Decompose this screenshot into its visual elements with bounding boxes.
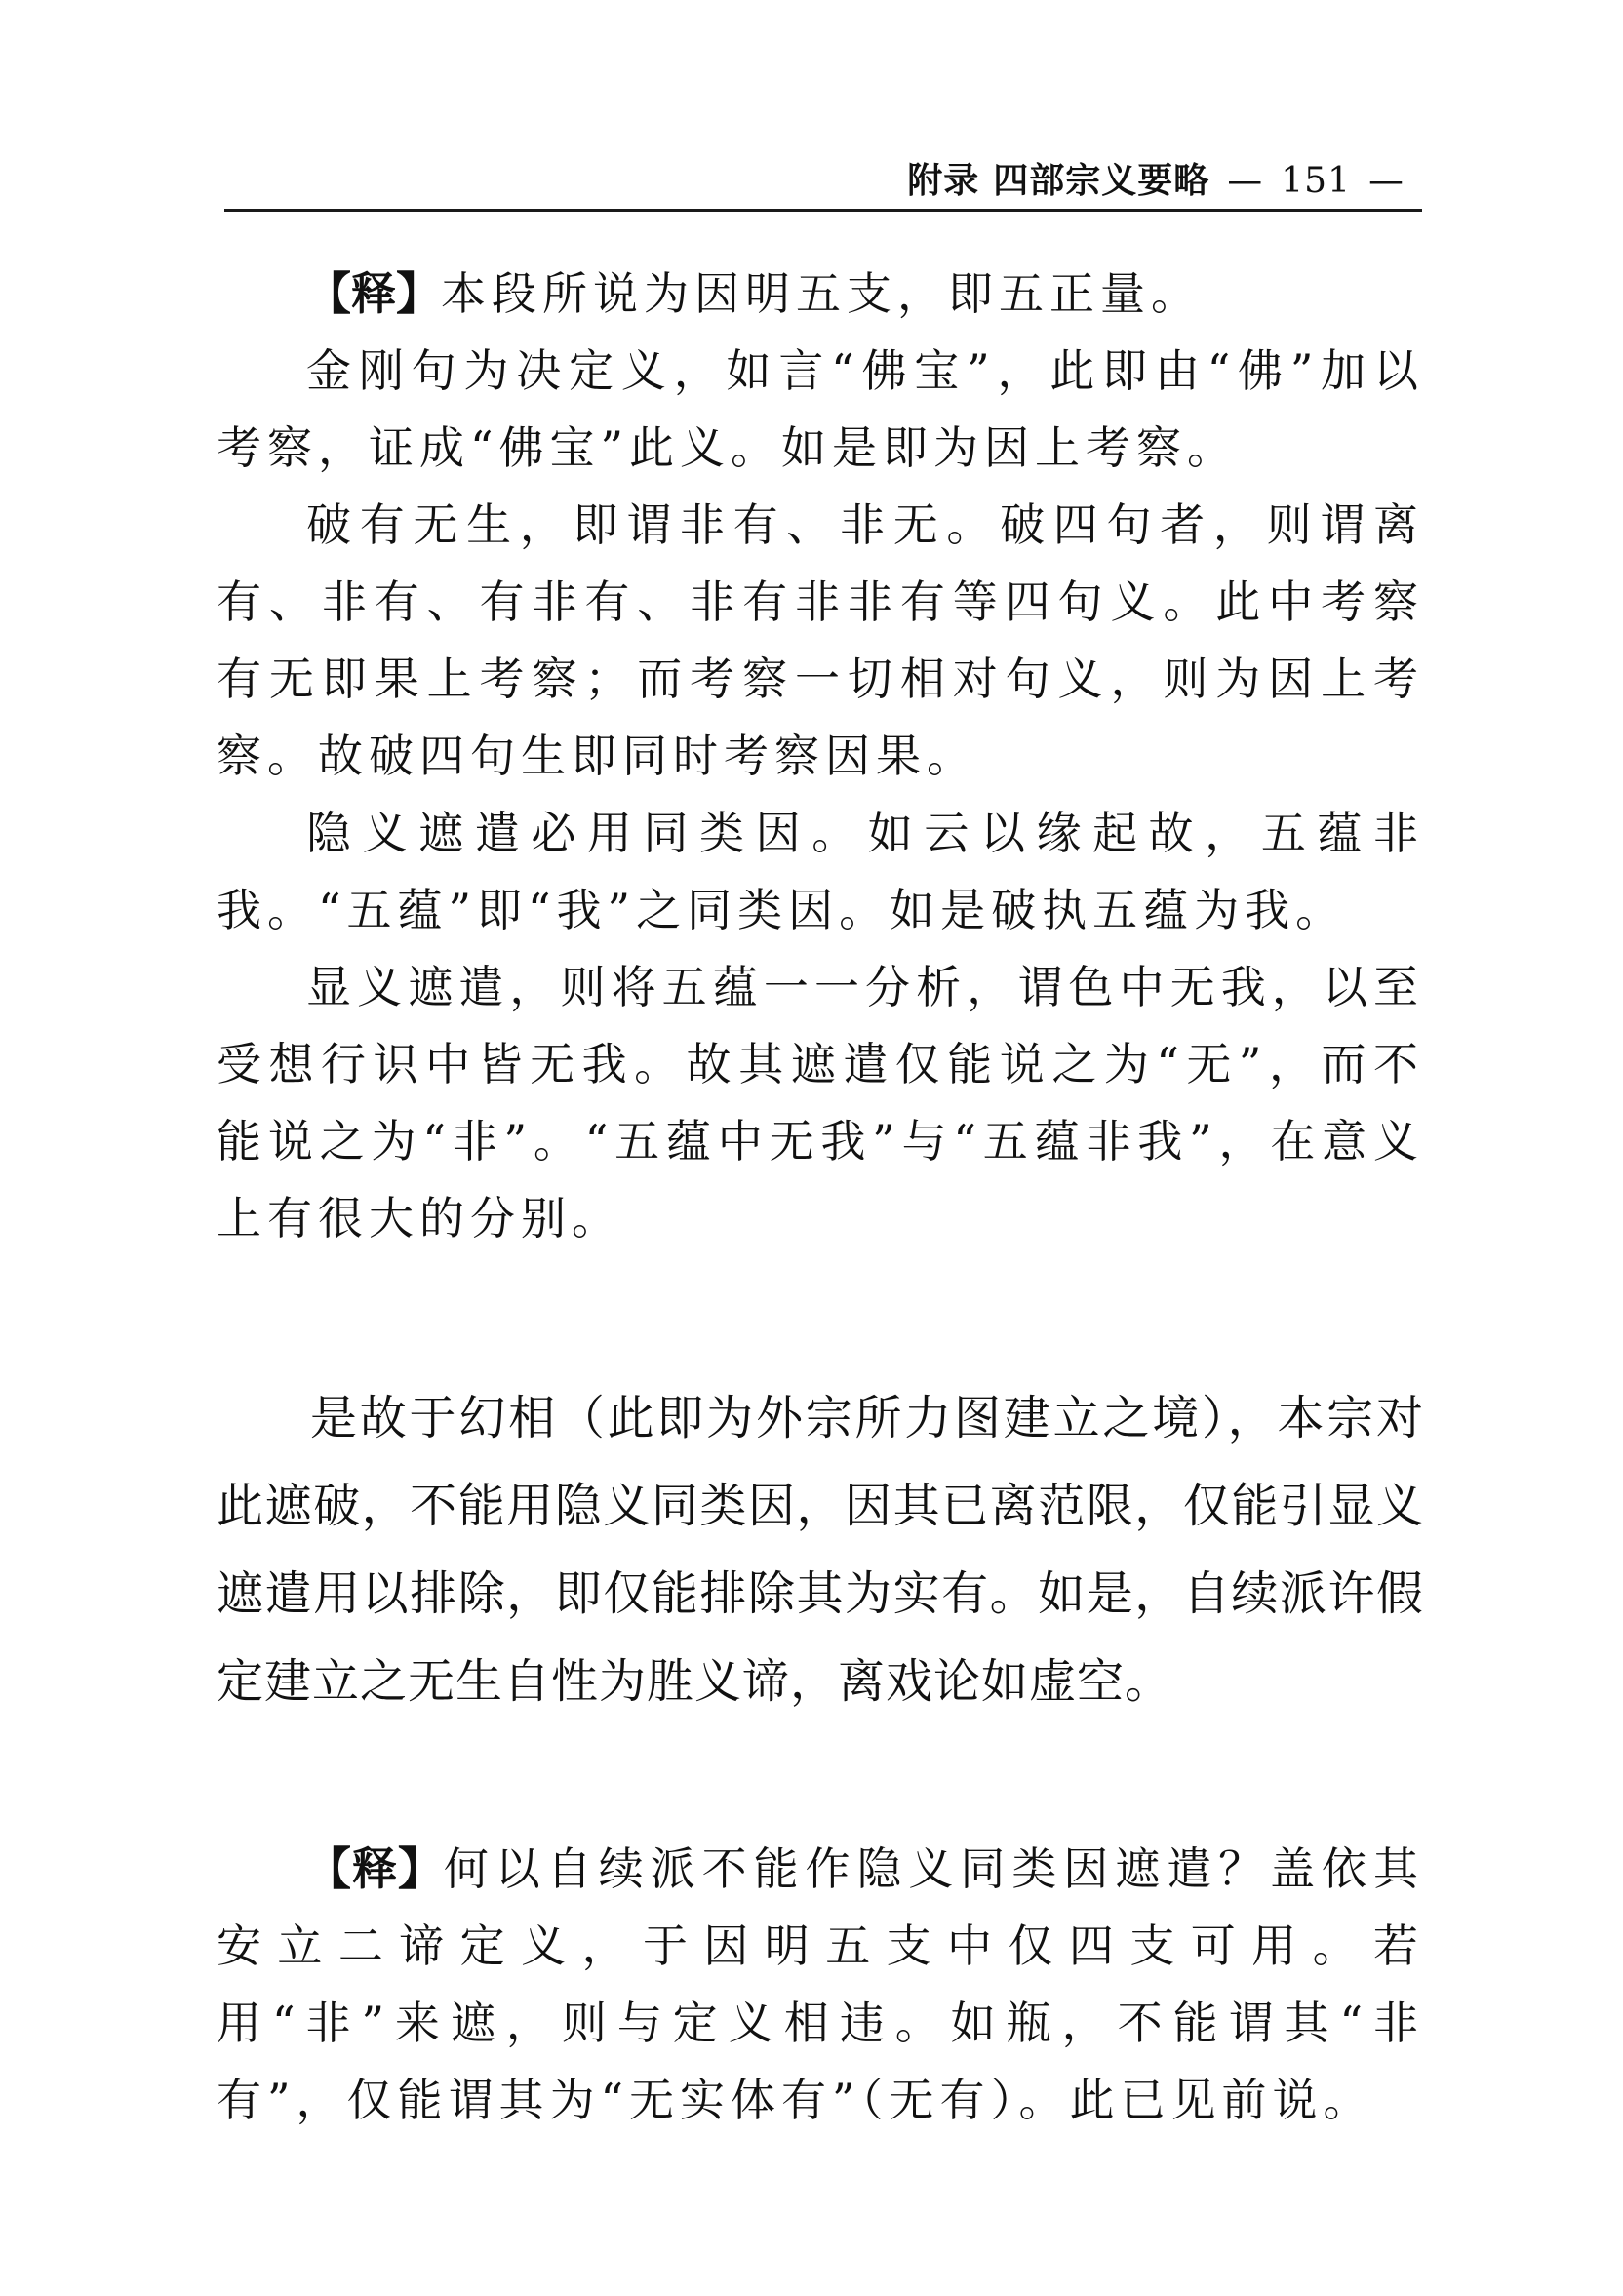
- commentary-1-paragraph: 金刚句为决定义，如言“佛宝”，此即由“佛”加以考察，证成“佛宝”此义。如是即为因上考察。: [217, 344, 1424, 474]
- commentary-1-paragraph: 破有无生，即谓非有、非无。破四句者，则谓离有、非有、有非有、非有非非有等四句义。此中考察有无即果上考察；而考察一切相对句义，则为因上考察。故破四句生即同时考察因果。: [217, 498, 1424, 782]
- commentary-2-paragraph: [217, 1831, 1424, 2139]
- commentary-label: 【释】: [306, 267, 441, 320]
- commentary-1-paragraph: 隐义遮遣必用同类因。如云以缘起故，五蕴非我。“五蕴”即“我”之同类因。如是破执五蕴为我。: [217, 807, 1424, 936]
- commentary-1-paragraph: 显义遮遣，则将五蕴一一分析，谓色中无我，以至受想行识中皆无我。故其遮遣仅能说之为“无”，而不能说之为“非”。“五蕴中无我”与“五蕴非我”，在意义上有很大的分别。: [217, 961, 1424, 1245]
- spacer: [217, 1725, 1424, 1831]
- header-dash-left: —: [1227, 161, 1264, 201]
- commentary-1-intro: [217, 256, 1424, 333]
- root-text-paragraph: 是故于幻相（此即为外宗所力图建立之境），本宗对此遮破，不能用隐义同类因，因其已离范限，仅能引显义遮遣用以排除，即仅能排除其为实有。如是，自续派许假定建立之无生自性为胜义谛，离戏论如虚空。: [217, 1391, 1424, 1709]
- commentary-label: 【释】: [306, 1842, 444, 1895]
- page-body: [217, 256, 1424, 2139]
- running-header: [224, 154, 1422, 212]
- spacer: [217, 1257, 1424, 1374]
- header-dash-right: —: [1368, 161, 1405, 201]
- header-section: 附录: [907, 161, 980, 201]
- page-number: 151: [1281, 161, 1351, 201]
- commentary-1-intro-text: 本段所说为因明五支，即五正量。: [441, 267, 1202, 320]
- commentary-2-text: 何以自续派不能作隐义同类因遮遣？盖依其安立二谛定义，于因明五支中仅四支可用。若用“非”来遮，则与定义相违。如瓶，不能谓其“非有”，仅能谓其为“无实体有”（无有）。此已见前说。: [217, 1842, 1425, 2126]
- header-chapter: 四部宗义要略: [993, 161, 1210, 201]
